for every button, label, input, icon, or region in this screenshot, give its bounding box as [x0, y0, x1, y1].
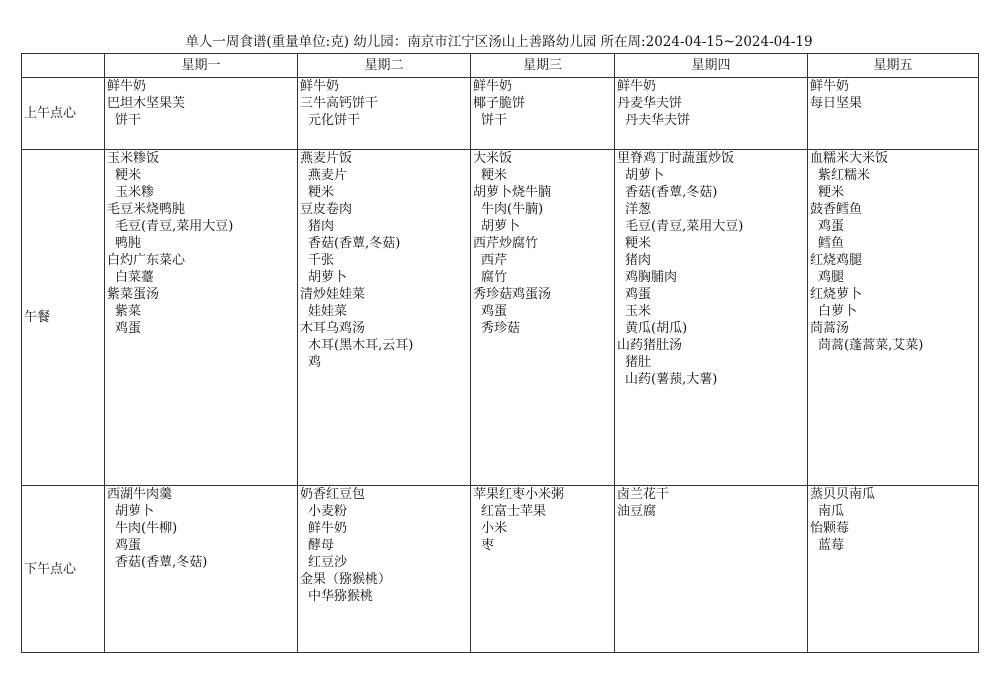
- ingredient: 中华猕猴桃: [308, 589, 374, 604]
- dish-name: 西芹炒腐竹: [473, 236, 539, 251]
- ingredient: 白菜薹: [115, 270, 155, 285]
- dish-name: 白灼广东菜心: [107, 253, 186, 268]
- ingredient: 鸡: [308, 355, 322, 370]
- ingredient: 香菇(香蕈,冬菇): [625, 185, 718, 200]
- menu-cell: [615, 150, 808, 486]
- dish-name: 鲜牛奶: [617, 79, 657, 94]
- ingredient: 鸡蛋: [115, 321, 142, 336]
- dish-name: 鲜牛奶: [300, 79, 340, 94]
- ingredient: 牛肉(牛柳): [115, 521, 178, 536]
- ingredient: 红富士苹果: [481, 504, 547, 519]
- dish-name: 蒸贝贝南瓜: [810, 487, 876, 502]
- dish-name: 毛豆米烧鸭肫: [107, 202, 186, 217]
- menu-cell: [298, 486, 471, 653]
- ingredient: 粳米: [481, 168, 508, 183]
- ingredient: 毛豆(青豆,菜用大豆): [625, 219, 744, 234]
- menu-cell: [105, 486, 298, 653]
- header-row: [22, 54, 979, 78]
- weekly-menu-table: [21, 53, 979, 653]
- ingredient: 秀珍菇: [481, 321, 521, 336]
- dish-name: 怡颗莓: [810, 521, 850, 536]
- dish-name: 里脊鸡丁时蔬蛋炒饭: [617, 151, 735, 166]
- menu-cell: [808, 78, 979, 150]
- ingredient: 胡萝卜: [481, 219, 521, 234]
- dish-name: 血糯米大米饭: [810, 151, 889, 166]
- ingredient: 饼干: [115, 113, 142, 128]
- menu-cell: [298, 78, 471, 150]
- ingredient: 胡萝卜: [308, 270, 348, 285]
- meal-row-lunch: [22, 150, 979, 486]
- dish-name: 茼蒿汤: [810, 321, 850, 336]
- ingredient: 紫菜: [115, 304, 142, 319]
- ingredient: 牛肉(牛腩): [481, 202, 544, 217]
- dish-name: 西湖牛肉羹: [107, 487, 173, 502]
- day-header-thu: 星期四: [615, 54, 808, 78]
- ingredient: 丹夫华夫饼: [625, 113, 691, 128]
- ingredient: 猪肉: [308, 219, 335, 234]
- ingredient: 胡萝卜: [115, 504, 155, 519]
- ingredient: 鸡蛋: [625, 287, 652, 302]
- ingredient: 小麦粉: [308, 504, 348, 519]
- ingredient: 鸡蛋: [818, 219, 845, 234]
- dish-name: 清炒娃娃菜: [300, 287, 366, 302]
- ingredient: 香菇(香蕈,冬菇): [115, 555, 208, 570]
- dish-name: 巴坦木坚果芙: [107, 96, 186, 111]
- ingredient: 小米: [481, 521, 508, 536]
- dish-name: 鲜牛奶: [810, 79, 850, 94]
- ingredient: 茼蒿(蓬蒿菜,艾菜): [818, 338, 924, 353]
- dish-name: 丹麦华夫饼: [617, 96, 683, 111]
- ingredient: 鸡胸脯肉: [625, 270, 678, 285]
- dish-name: 豆皮卷肉: [300, 202, 353, 217]
- ingredient: 红豆沙: [308, 555, 348, 570]
- menu-cell: [105, 78, 298, 150]
- dish-name: 鲜牛奶: [107, 79, 147, 94]
- ingredient: 玉米糁: [115, 185, 155, 200]
- dish-name: 红烧萝卜: [810, 287, 863, 302]
- dish-name: 胡萝卜烧牛腩: [473, 185, 552, 200]
- dish-name: 玉米糁饭: [107, 151, 160, 166]
- dish-name: 鲜牛奶: [473, 79, 513, 94]
- menu-cell: [615, 78, 808, 150]
- day-header-tue: 星期二: [298, 54, 471, 78]
- dish-name: 每日坚果: [810, 96, 863, 111]
- menu-cell: [808, 150, 979, 486]
- ingredient: 酵母: [308, 538, 335, 553]
- corner-cell: [22, 54, 105, 78]
- ingredient: 黄瓜(胡瓜): [625, 321, 688, 336]
- ingredient: 鳕鱼: [818, 236, 845, 251]
- ingredient: 猪肉: [625, 253, 652, 268]
- menu-cell: [105, 150, 298, 486]
- ingredient: 粳米: [115, 168, 142, 183]
- ingredient: 鸡腿: [818, 270, 845, 285]
- ingredient: 粳米: [625, 236, 652, 251]
- day-header-fri: 星期五: [808, 54, 979, 78]
- menu-cell: [471, 150, 615, 486]
- meal-row-afternoon-snack: [22, 486, 979, 653]
- ingredient: 千张: [308, 253, 335, 268]
- menu-cell: [471, 486, 615, 653]
- dish-name: 三牛高钙饼干: [300, 96, 379, 111]
- ingredient: 蓝莓: [818, 538, 845, 553]
- ingredient: 胡萝卜: [625, 168, 665, 183]
- page-title: 单人一周食谱(重量单位:克) 幼儿园：南京市江宁区汤山上善路幼儿园 所在周:2024-04-15~2024-04-19: [185, 34, 813, 50]
- ingredient: 西芹: [481, 253, 508, 268]
- ingredient: 元化饼干: [308, 113, 361, 128]
- dish-name: 油豆腐: [617, 504, 657, 519]
- dish-name: 卤兰花干: [617, 487, 670, 502]
- dish-name: 苹果红枣小米粥: [473, 487, 565, 502]
- ingredient: 毛豆(青豆,菜用大豆): [115, 219, 234, 234]
- dish-name: 大米饭: [473, 151, 513, 166]
- ingredient: 鸡蛋: [481, 304, 508, 319]
- meal-label: 午餐: [22, 150, 105, 486]
- menu-cell: [298, 150, 471, 486]
- ingredient: 饼干: [481, 113, 508, 128]
- dish-name: 燕麦片饭: [300, 151, 353, 166]
- day-header-wed: 星期三: [471, 54, 615, 78]
- ingredient: 腐竹: [481, 270, 508, 285]
- dish-name: 奶香红豆包: [300, 487, 366, 502]
- ingredient: 鸭肫: [115, 236, 142, 251]
- ingredient: 鸡蛋: [115, 538, 142, 553]
- menu-cell: [808, 486, 979, 653]
- day-header-mon: 星期一: [105, 54, 298, 78]
- dish-name: 鼓香鳕鱼: [810, 202, 863, 217]
- ingredient: 燕麦片: [308, 168, 348, 183]
- menu-cell: [471, 78, 615, 150]
- ingredient: 枣: [481, 538, 495, 553]
- ingredient: 洋葱: [625, 202, 652, 217]
- dish-name: 椰子脆饼: [473, 96, 526, 111]
- ingredient: 白萝卜: [818, 304, 858, 319]
- ingredient: 猪肚: [625, 355, 652, 370]
- ingredient: 粳米: [308, 185, 335, 200]
- ingredient: 木耳(黑木耳,云耳): [308, 338, 414, 353]
- dish-name: 紫菜蛋汤: [107, 287, 160, 302]
- ingredient: 玉米: [625, 304, 652, 319]
- meal-label: 上午点心: [22, 78, 105, 150]
- ingredient: 粳米: [818, 185, 845, 200]
- dish-name: 木耳乌鸡汤: [300, 321, 366, 336]
- dish-name: 红烧鸡腿: [810, 253, 863, 268]
- dish-name: 山药猪肚汤: [617, 338, 683, 353]
- ingredient: 紫红糯米: [818, 168, 871, 183]
- meal-row-morning-snack: [22, 78, 979, 150]
- ingredient: 娃娃菜: [308, 304, 348, 319]
- ingredient: 香菇(香蕈,冬菇): [308, 236, 401, 251]
- menu-cell: [615, 486, 808, 653]
- meal-label: 下午点心: [22, 486, 105, 653]
- ingredient: 山药(薯蓣,大薯): [625, 372, 718, 387]
- dish-name: 金果（猕猴桃）: [300, 572, 392, 587]
- ingredient: 南瓜: [818, 504, 845, 519]
- ingredient: 鲜牛奶: [308, 521, 348, 536]
- dish-name: 秀珍菇鸡蛋汤: [473, 287, 552, 302]
